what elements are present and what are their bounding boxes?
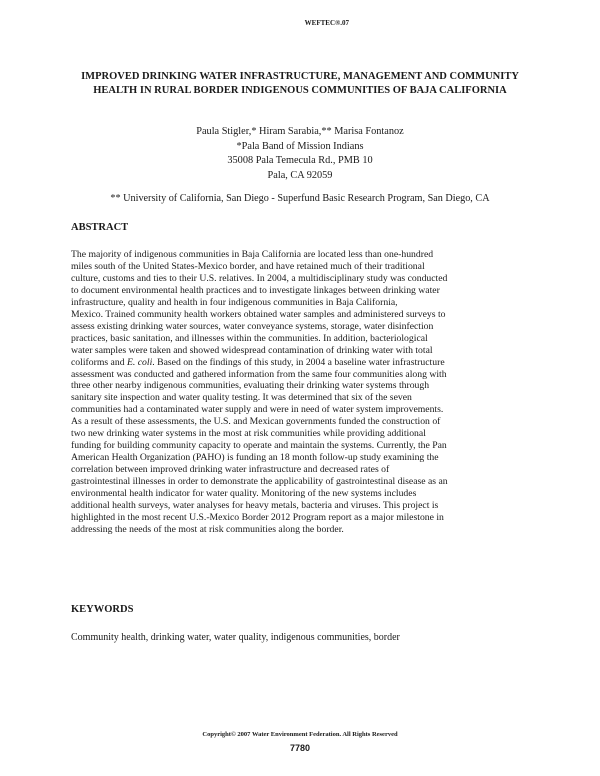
abstract-line: miles south of the United States-Mexico border, and have retained much of their traditional <box>71 260 425 272</box>
affiliation-line: Pala, CA 92059 <box>267 169 333 181</box>
abstract-line: communities had a contaminated water supply and were in need of water system improvements. <box>71 404 444 416</box>
abstract-line <box>71 357 531 369</box>
abstract-line: sanitary site inspection and water quality testing. It was determined that six of the seven <box>71 392 412 404</box>
affiliation-line: 35008 Pala Temecula Rd., PMB 10 <box>227 155 373 166</box>
abstract-line: funding for building community capacity to operate and maintain the systems. Currently, the Pan <box>71 440 447 452</box>
author-block <box>0 125 600 183</box>
secondary-affiliation: ** University of California, San Diego - Superfund Basic Research Program, San Diego, CA <box>110 193 490 204</box>
abstract-line: practices, basic sanitation, and illnesses within the communities. In addition, bacteriological <box>71 332 428 344</box>
abstract-text: . Based on the findings of this study, in 2004 a baseline water infrastructure <box>152 356 445 368</box>
abstract-line: Mexico. Trained community health workers obtained water samples and administered surveys to <box>71 308 446 320</box>
abstract-line: environmental health indicator for water quality. Monitoring of the new systems includes <box>71 488 417 500</box>
copyright-notice: Copyright© 2007 Water Environment Federation. All Rights Reserved <box>202 731 398 738</box>
abstract-line: As a result of these assessments, the U.S. and Mexican governments funded the construction of <box>71 416 441 428</box>
abstract-body <box>71 249 531 536</box>
keywords-heading: KEYWORDS <box>71 604 134 615</box>
abstract-line: American Health Organization (PAHO) is funding an 18 month follow-up study examining the <box>71 452 439 464</box>
paper-title: IMPROVED DRINKING WATER INFRASTRUCTURE, MANAGEMENT AND COMMUNITY HEALTH IN RURAL BORDER INDIGENOUS COMMUNITIES OF BAJA CALIFORNIA <box>81 71 519 96</box>
abstract-line: to document environmental health practices and to investigate linkages between drinking water <box>71 284 440 296</box>
ecoli-term: E. coli <box>126 356 153 368</box>
abstract-text: coliforms and <box>71 356 127 368</box>
author-names: Paula Stigler,* Hiram Sarabia,** Marisa Fontanoz <box>196 126 404 137</box>
abstract-line: two new drinking water systems in the most at risk communities while providing additional <box>71 428 426 440</box>
abstract-line: three other nearby indigenous communities, evaluating their drinking water systems through <box>71 380 430 392</box>
abstract-line: addressing the needs of the most at risk communities along the border. <box>71 523 344 535</box>
abstract-line: assess existing drinking water sources, water conveyance systems, storage, water disinfection <box>71 320 434 332</box>
abstract-line: gastrointestinal illnesses in order to demonstrate the applicability of gastrointestinal disease as an <box>71 476 448 488</box>
abstract-line: infrastructure, quality and health in four indigenous communities in Baja California, <box>71 296 398 308</box>
keywords-text: Community health, drinking water, water quality, indigenous communities, border <box>71 632 400 643</box>
abstract-line: assessment was conducted and gathered information from the same four communities along with <box>71 368 447 380</box>
abstract-heading: ABSTRACT <box>71 222 129 233</box>
abstract-line: culture, customs and ties to their U.S. relatives. In 2004, a multidisciplinary study was conducted <box>71 272 448 284</box>
abstract-line: additional health surveys, water analyses for heavy metals, bacteria and viruses. This project is <box>71 500 439 512</box>
abstract-line: water samples were taken and showed widespread contamination of drinking water with total <box>71 344 433 356</box>
conference-tag: WEFTEC®.07 <box>304 19 349 27</box>
abstract-line: highlighted in the most recent U.S.-Mexico Border 2012 Program report as a major milestone in <box>71 511 444 523</box>
affiliation-line: *Pala Band of Mission Indians <box>236 140 364 152</box>
page-number: 7780 <box>289 743 311 753</box>
abstract-line: The majority of indigenous communities in Baja California are located less than one-hundred <box>71 249 434 260</box>
abstract-line: correlation between improved drinking water infrastructure and decreased rates of <box>71 464 390 476</box>
